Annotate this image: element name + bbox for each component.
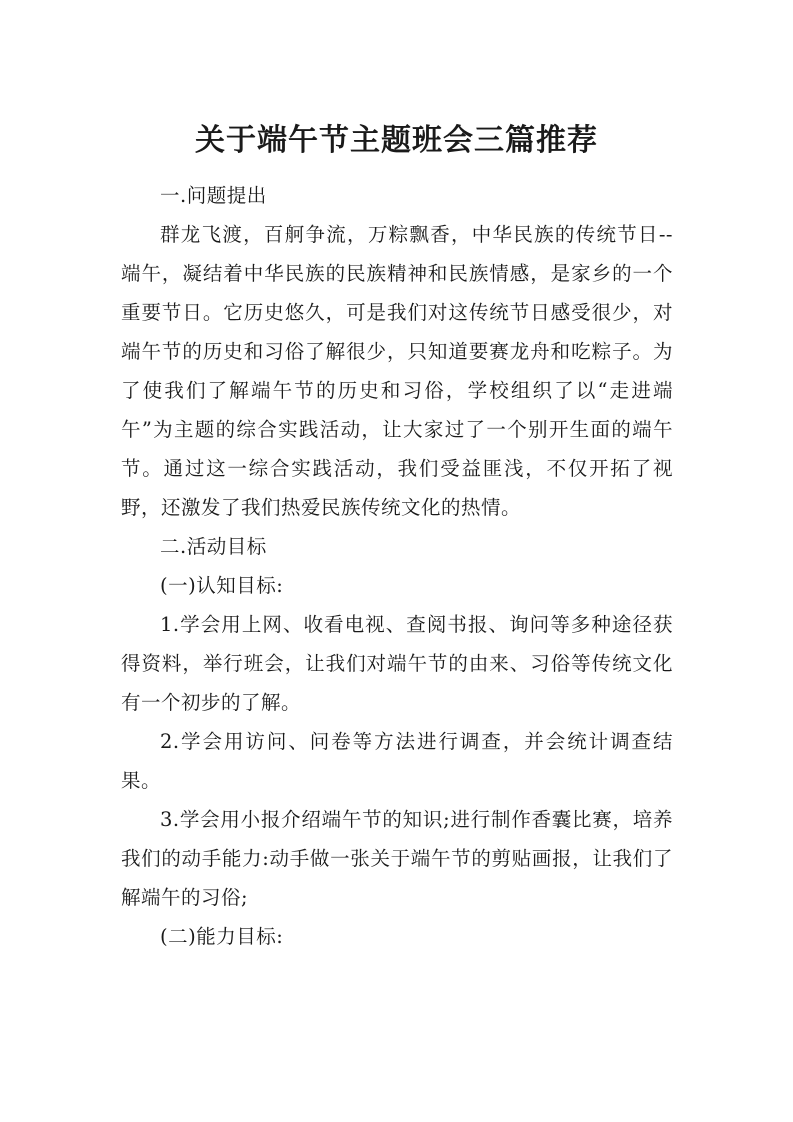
intro-paragraph: 群龙飞渡，百舸争流，万粽飘香，中华民族的传统节日--端午，凝结着中华民族的民族精神和民族情感，是家乡的一个重要节日。它历史悠久，可是我们对这传统节日感受很少，对端午节的历史和习俗了解很少，只知道要赛龙舟和吃粽子。为了使我们了解端午节的历史和习俗，学校组织了以“走进端午”为主题的综合实践活动，让大家过了一个别开生面的端午节。通过这一综合实践活动，我们受益匪浅，不仅开拓了视野，还激发了我们热爱民族传统文化的热情。 [121, 223, 673, 519]
goal-item-3: 3.学会用小报介绍端午节的知识;进行制作香囊比赛，培养我们的动手能力:动手做一张关于端午节的剪贴画报，让我们了解端午的习俗; [121, 808, 673, 909]
subheading-ability-goals: (二)能力目标: [160, 925, 284, 948]
document-body [121, 176, 673, 956]
goal-item-1: 1.学会用上网、收看电视、查阅书报、询问等多种途径获得资料，举行班会，让我们对端午节的由来、习俗等传统文化有一个初步的了解。 [121, 613, 673, 714]
document-title: 关于端午节主题班会三篇推荐 [195, 123, 598, 158]
goal-item-2: 2.学会用访问、问卷等方法进行调查，并会统计调查结果。 [121, 730, 673, 792]
subheading-cognitive-goals: (一)认知目标: [160, 574, 284, 597]
section-heading-goals: 二.活动目标 [160, 535, 267, 558]
section-heading-problem: 一.问题提出 [160, 184, 267, 207]
